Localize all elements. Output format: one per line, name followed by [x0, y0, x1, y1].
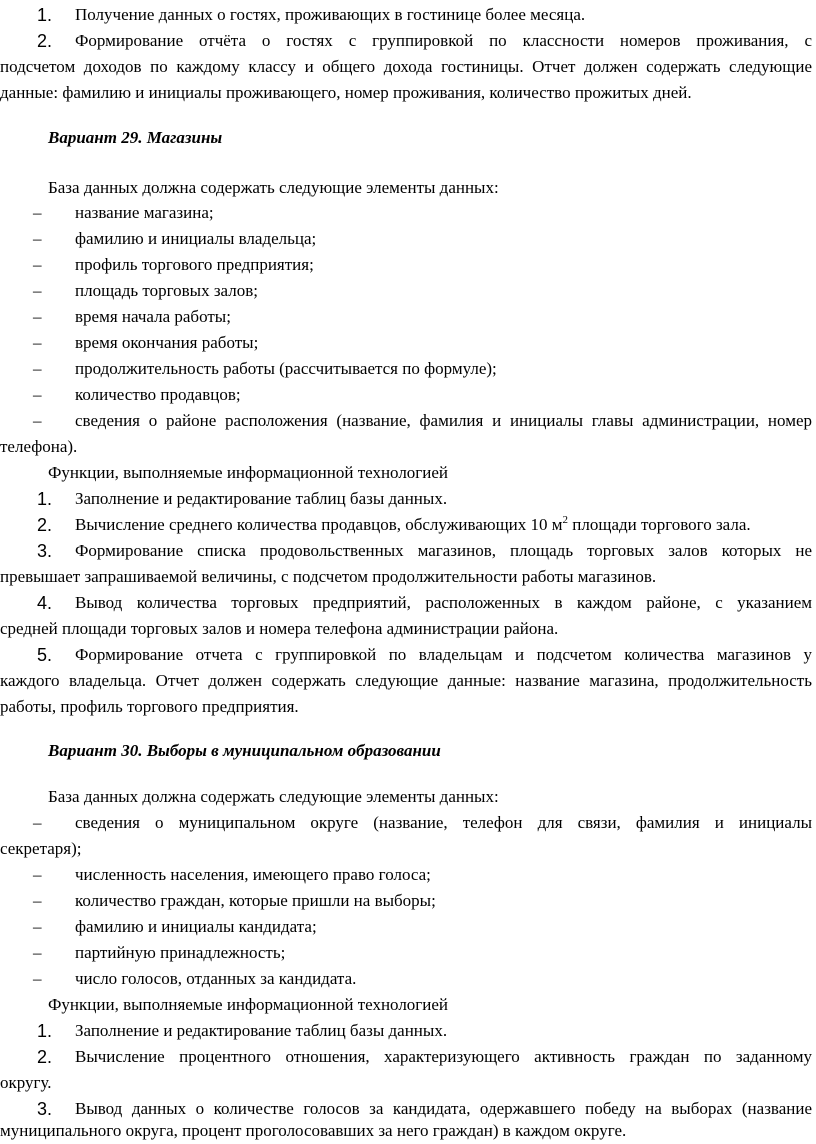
section-heading: Вариант 30. Выборы в муниципальном образовании — [48, 741, 441, 760]
function-item: Вычисление процентного отношения, характеризующего активность граждан по заданному — [75, 1047, 812, 1066]
text-line: работы, профиль торгового предприятия. — [0, 697, 299, 716]
list-number: 2. — [37, 515, 53, 535]
intro-text: База данных должна содержать следующие элементы данных: — [48, 787, 499, 806]
function-item: Получение данных о гостях, проживающих в гостинице более месяца. — [75, 5, 586, 24]
list-item: партийную принадлежность; — [75, 943, 286, 962]
list-number: 3. — [37, 1099, 53, 1119]
list-item: время окончания работы; — [75, 333, 259, 352]
function-item: Формирование списка продовольственных магазинов, площадь торговых залов которых не — [75, 541, 812, 560]
dash-marker: – — [33, 385, 42, 404]
list-item: сведения о районе расположения (название, фамилия и инициалы главы администрации, номер — [75, 411, 812, 430]
list-number: 1. — [37, 1021, 53, 1041]
dash-marker: – — [33, 255, 42, 274]
list-number: 1. — [37, 5, 53, 25]
functions-title: Функции, выполняемые информационной технологией — [48, 463, 449, 482]
text-line: превышает запрашиваемой величины, с подсчетом продолжительности работы магазинов. — [0, 567, 657, 586]
dash-marker: – — [33, 307, 42, 326]
dash-marker: – — [33, 891, 42, 910]
text-line: данные: фамилию и инициалы проживающего, номер проживания, количество прожитых дней. — [0, 83, 692, 102]
text-line: подсчетом доходов по каждому классу и общего дохода гостиницы. Отчет должен содержать следующие — [0, 57, 812, 76]
list-number: 3. — [37, 541, 53, 561]
dash-marker: – — [33, 333, 42, 352]
function-item: Формирование отчета с группировкой по владельцам и подсчетом количества магазинов у — [75, 645, 812, 664]
text-fragment: Вычисление среднего количества продавцов, обслуживающих 10 м — [75, 515, 563, 534]
dash-marker: – — [33, 229, 42, 248]
list-number: 2. — [37, 31, 53, 51]
function-item: Вывод данных о количестве голосов за кандидата, одержавшего победу на выборах (название — [75, 1099, 812, 1118]
list-item: время начала работы; — [75, 307, 231, 326]
function-item — [75, 512, 751, 538]
dash-marker: – — [33, 969, 42, 988]
list-item: сведения о муниципальном округе (название, телефон для связи, фамилия и инициалы — [75, 813, 812, 832]
text-line: округу. — [0, 1073, 52, 1092]
list-item: профиль торгового предприятия; — [75, 255, 314, 274]
list-item: фамилию и инициалы кандидата; — [75, 917, 317, 936]
list-item: фамилию и инициалы владельца; — [75, 229, 317, 248]
list-item: число голосов, отданных за кандидата. — [75, 969, 357, 988]
intro-text: База данных должна содержать следующие элементы данных: — [48, 178, 499, 197]
text-line: секретаря); — [0, 839, 82, 858]
list-number: 1. — [37, 489, 53, 509]
functions-title: Функции, выполняемые информационной технологией — [48, 995, 449, 1014]
dash-marker: – — [33, 865, 42, 884]
dash-marker: – — [33, 943, 42, 962]
dash-marker: – — [33, 203, 42, 222]
list-item: название магазина; — [75, 203, 214, 222]
dash-marker: – — [33, 917, 42, 936]
dash-marker: – — [33, 281, 42, 300]
function-item: Вывод количества торговых предприятий, расположенных в каждом районе, с указанием — [75, 593, 812, 612]
function-item: Заполнение и редактирование таблиц базы данных. — [75, 489, 448, 508]
text-line: телефона). — [0, 437, 78, 456]
dash-marker: – — [33, 359, 42, 378]
text-line: средней площади торговых залов и номера телефона администрации района. — [0, 619, 559, 638]
list-item: количество продавцов; — [75, 385, 241, 404]
function-item — [75, 28, 812, 54]
list-item: продолжительность работы (рассчитывается по формуле); — [75, 359, 497, 378]
text-line: муниципального округа, процент проголосовавших за него граждан) в каждом округе. — [0, 1121, 627, 1140]
list-item: численность населения, имеющего право голоса; — [75, 865, 431, 884]
function-item: Заполнение и редактирование таблиц базы данных. — [75, 1021, 448, 1040]
list-item: площадь торговых залов; — [75, 281, 258, 300]
superscript: 2 — [562, 514, 569, 526]
list-number: 4. — [37, 593, 53, 613]
list-number: 2. — [37, 1047, 53, 1067]
text-fragment: площади торгового зала. — [568, 515, 751, 534]
text-line: каждого владельца. Отчет должен содержать следующие данные: название магазина, продолжительность — [0, 671, 812, 690]
text-line: Формирование отчёта о гостях с группировкой по классности номеров проживания, с — [75, 31, 812, 50]
dash-marker: – — [33, 813, 42, 832]
section-heading: Вариант 29. Магазины — [48, 128, 223, 147]
dash-marker: – — [33, 411, 42, 430]
list-number: 5. — [37, 645, 53, 665]
list-item: количество граждан, которые пришли на выборы; — [75, 891, 436, 910]
